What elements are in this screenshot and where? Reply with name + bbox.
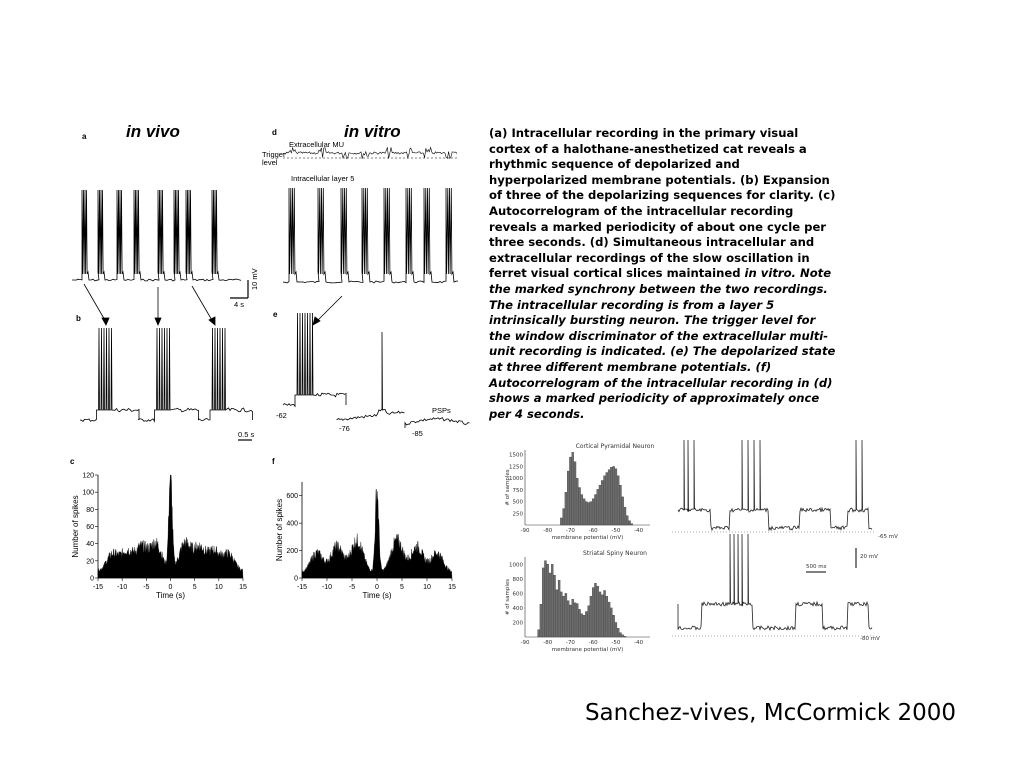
histogram-bar: [585, 612, 587, 637]
x-axis-label: membrane potential (mV): [551, 535, 624, 541]
x-tick-label: -90: [520, 640, 530, 646]
y-axis-label: # of samples: [505, 578, 511, 616]
voltage-trace-cortical: [678, 440, 872, 530]
panel-label-e: e: [273, 310, 278, 319]
histogram-bar: [613, 466, 615, 525]
histogram-bar: [590, 502, 592, 525]
histogram-title: Striatal Spiny Neuron: [583, 550, 647, 557]
x-axis-label: Time (s): [362, 591, 392, 600]
y-tick-label: 200: [286, 548, 298, 556]
histogram-bar: [619, 485, 621, 525]
histogram-bar: [597, 489, 599, 525]
histogram-cortical: [505, 443, 654, 541]
y-tick-label: 750: [512, 487, 523, 494]
histogram-bar: [540, 604, 542, 637]
x-tick-label: -80: [543, 640, 553, 646]
histogram-title: Cortical Pyramidal Neuron: [575, 443, 655, 450]
y-tick-label: 40: [86, 541, 94, 549]
autocorrelogram-c: [71, 473, 247, 601]
histogram-bar: [599, 485, 601, 525]
y-axis-label: # of samples: [505, 469, 511, 506]
vm-62-label: -62: [276, 411, 287, 420]
y-tick-label: 80: [86, 506, 94, 514]
y-tick-label: 120: [82, 472, 94, 480]
x-tick-label: -10: [321, 584, 333, 591]
histogram-bar: [606, 596, 608, 637]
x-tick-label: -70: [565, 528, 575, 534]
x-axis-label: Time (s): [155, 591, 186, 600]
x-tick-label: 5: [400, 584, 404, 591]
histogram-bar: [622, 497, 624, 525]
x-tick-label: 0: [375, 584, 379, 591]
y-tick-label: 600: [512, 591, 523, 598]
histogram-bar: [560, 518, 562, 525]
y-tick-label: 1000: [509, 562, 523, 569]
histogram-bar: [542, 568, 544, 637]
histogram-bar: [604, 590, 606, 637]
histogram-bar: [549, 573, 551, 637]
x-axis-label: membrane potential (mV): [551, 647, 624, 653]
y-tick-label: 100: [82, 489, 94, 497]
x-tick-label: -5: [348, 584, 356, 591]
histogram-bar: [576, 604, 578, 637]
histogram-bar: [585, 502, 587, 525]
y-tick-label: 0: [90, 575, 94, 583]
histogram-bar: [556, 590, 558, 637]
histogram-bar: [626, 516, 628, 525]
histogram-bar: [544, 561, 546, 637]
histogram-bar: [558, 580, 560, 637]
x-tick-label: -60: [588, 528, 598, 534]
panel-label-a: a: [82, 132, 87, 141]
scale-4s-label: 4 s: [234, 300, 245, 309]
histogram-bar: [631, 524, 633, 525]
y-tick-label: 400: [512, 605, 523, 612]
histogram-bar: [617, 628, 619, 637]
intracellular-layer5-label: Intracellular layer 5: [291, 174, 355, 183]
histogram-bar: [613, 615, 615, 637]
y-tick-label: 250: [512, 511, 523, 518]
histogram-bar: [610, 608, 612, 637]
x-tick-label: 15: [239, 584, 247, 591]
histogram-bar: [569, 605, 571, 637]
histogram-bar: [560, 592, 562, 637]
histogram-bar: [590, 596, 592, 637]
trace-d-intracellular: [283, 188, 458, 283]
expansion-arrows: [84, 284, 342, 325]
histogram-bar: [574, 462, 576, 525]
extracellular-mu-label: Extracellular MU: [289, 140, 345, 149]
x-tick-label: 10: [214, 584, 223, 591]
histogram-bar: [615, 469, 617, 525]
histogram-bar: [592, 588, 594, 637]
scale-10mv-label: 10 mV: [250, 268, 259, 290]
caption-text-2: in vitro. Note the marked synchrony between the two recordings. The intracellular recording is from a layer 5 intrinsically bursting neuron. The trigger level for the window discriminator of the extracellular multi-unit recording is indicated. (e) The depolarized state at three different membrane potentials. (f) Autocorrelogram of the intracellular recording in (d) shows a marked periodicity of approximately once per 4 seconds.: [489, 266, 836, 421]
histogram-bar: [551, 564, 553, 637]
histogram-bar: [601, 480, 603, 525]
histogram-bar: [624, 636, 626, 637]
histogram-bar: [617, 476, 619, 525]
x-tick-label: -50: [611, 640, 621, 646]
histogram-bar: [579, 609, 581, 637]
citation: Sanchez-vives, McCormick 2000: [584, 700, 956, 726]
vm-76-label: -76: [339, 424, 350, 433]
y-tick-label: 0: [294, 575, 298, 583]
trace-label-top: -65 mV: [878, 534, 898, 540]
histogram-striatal: [505, 550, 650, 653]
panel-label-c: c: [70, 457, 75, 466]
x-tick-label: -10: [117, 584, 128, 591]
histogram-bar: [624, 507, 626, 525]
figure-caption: [489, 126, 841, 422]
panel-label-d: d: [272, 128, 277, 137]
histogram-bar: [629, 521, 631, 525]
psps-label: PSPs: [432, 406, 451, 415]
histogram-bar: [565, 492, 567, 525]
histogram-bar: [583, 499, 585, 525]
histogram-bar: [572, 452, 574, 525]
y-tick-label: 500: [512, 499, 523, 506]
histogram-bar: [594, 583, 596, 637]
histogram-bar: [615, 622, 617, 637]
panel-label-b: b: [76, 314, 81, 323]
histogram-bar: [563, 596, 565, 637]
histogram-bar: [581, 495, 583, 525]
vm-85-label: -85: [412, 429, 423, 438]
histogram-bar: [594, 495, 596, 525]
histogram-bar: [569, 457, 571, 525]
autocorrelogram-f: [275, 482, 456, 600]
histogram-bar: [601, 595, 603, 637]
histogram-bar: [588, 606, 590, 637]
histogram-bar: [538, 630, 540, 637]
histogram-bar: [576, 478, 578, 525]
x-tick-label: 10: [423, 584, 431, 591]
histogram-bar: [608, 602, 610, 637]
autocorrelogram-bars: [98, 475, 243, 578]
y-tick-label: 400: [286, 520, 298, 528]
y-tick-label: 800: [512, 576, 523, 583]
y-axis-label: Number of spikes: [275, 498, 284, 562]
histogram-bar: [547, 564, 549, 637]
histogram-bar: [554, 575, 556, 637]
x-tick-label: -40: [634, 640, 644, 646]
histogram-bar: [606, 473, 608, 526]
histogram-bar: [619, 633, 621, 637]
x-tick-label: -60: [588, 640, 598, 646]
x-tick-label: -80: [543, 528, 553, 534]
x-tick-label: -15: [92, 584, 104, 591]
x-tick-label: 5: [192, 584, 197, 591]
x-tick-label: -50: [611, 528, 621, 534]
histogram-bar: [592, 499, 594, 525]
in-vivo-title: in vivo: [126, 122, 180, 141]
histogram-bar: [597, 586, 599, 637]
panel-label-f: f: [272, 457, 275, 466]
y-tick-label: 1500: [509, 452, 523, 459]
histogram-bar: [581, 614, 583, 637]
y-tick-label: 200: [512, 620, 523, 627]
x-tick-label: -90: [520, 528, 530, 534]
voltage-trace-striatal: [678, 534, 872, 630]
trigger-level-label: Trigger level: [262, 150, 286, 167]
trace-d-extracellular: [283, 147, 457, 158]
y-tick-label: 600: [286, 493, 298, 501]
trace-a: [72, 190, 241, 281]
histogram-bar: [574, 603, 576, 637]
in-vitro-title: in vitro: [344, 122, 401, 141]
scale-05s-label: 0.5 s: [238, 430, 255, 439]
x-tick-label: -70: [565, 640, 575, 646]
y-axis-label: Number of spikes: [71, 495, 80, 558]
trace-b: [80, 328, 253, 421]
x-tick-label: 15: [448, 584, 456, 591]
histogram-bar: [608, 470, 610, 525]
histogram-bar: [565, 593, 567, 637]
histogram-bar: [599, 592, 601, 637]
histogram-bar: [583, 615, 585, 637]
histogram-bar: [567, 601, 569, 637]
trace-scale-voltage: 20 mV: [860, 554, 878, 560]
autocorrelogram-bars: [302, 489, 452, 578]
histogram-bar: [563, 509, 565, 525]
trace-scale-time: 500 ms: [806, 564, 827, 570]
x-tick-label: -5: [143, 584, 150, 591]
histogram-bar: [588, 503, 590, 526]
y-tick-label: 1250: [509, 464, 523, 471]
histogram-bar: [622, 635, 624, 637]
x-tick-label: 0: [168, 584, 173, 591]
y-tick-label: 1000: [509, 476, 523, 483]
histogram-bar: [610, 467, 612, 525]
y-tick-label: 20: [86, 558, 94, 566]
histogram-bar: [604, 476, 606, 525]
caption-text-1: (a) Intracellular recording in the primary visual cortex of a halothane-anesthetized cat reveals a rhythmic sequence of depolarized and hyperpolarized membrane potentials. (b) Expansion of three of the depolarizing sequences for clarity. (c) Autocorrelogram of the intracellular recording reveals a marked periodicity of about one cycle per three seconds. (d) Simultaneous intracellular and extracellular recordings of the slow oscillation in ferret visual cortical slices maintained: [489, 126, 836, 281]
trace-label-bottom: -80 mV: [860, 636, 880, 642]
histogram-bar: [572, 599, 574, 637]
y-tick-label: 60: [86, 524, 94, 531]
x-tick-label: -40: [634, 528, 644, 534]
x-tick-label: -15: [296, 584, 308, 591]
histogram-bar: [567, 471, 569, 525]
histogram-bar: [579, 488, 581, 526]
